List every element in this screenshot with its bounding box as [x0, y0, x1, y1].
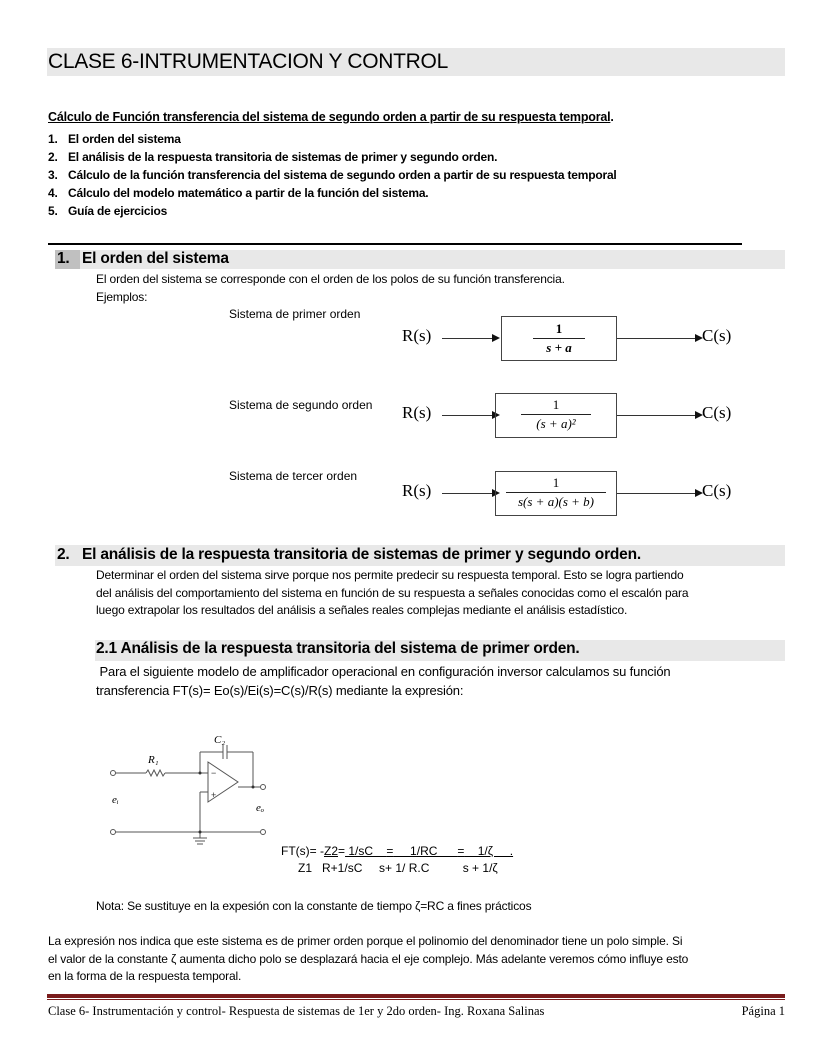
output-signal: C(s) — [702, 403, 732, 422]
toc-number: 1. — [48, 132, 58, 146]
formula-term: Z2 — [324, 844, 339, 858]
input-signal: R(s) — [402, 403, 432, 422]
transfer-function-block — [495, 393, 617, 438]
toc-number: 2. — [48, 150, 58, 164]
svg-text:+: + — [211, 790, 217, 800]
page-title: CLASE 6-INTRUMENTACION Y CONTROL — [48, 50, 448, 73]
paragraph-line: del análisis del comportamiento del sistema en función de su respuesta a señales conocidas como el escalón para — [96, 585, 689, 600]
inverting-opamp-circuit — [108, 734, 273, 845]
section1-text: El orden del sistema se corresponde con el orden de los polos de su función transferencia. — [96, 272, 565, 286]
output-signal: C(s) — [702, 326, 732, 345]
capacitor-label: C₂ — [214, 734, 226, 746]
output-arrow-line — [617, 493, 699, 494]
input-arrow-line — [442, 338, 495, 339]
paragraph-line: en la forma de la respuesta temporal. — [48, 969, 242, 983]
paragraph-line: Para el siguiente modelo de amplificador operacional en configuración inversor calculamos su función — [96, 664, 671, 679]
transfer-function-formula — [281, 843, 513, 860]
transfer-function-denominators: Z1 R+1/sC s+ 1/ R.C s + 1/ζ — [298, 861, 498, 875]
block-diagram-third-order — [402, 471, 742, 521]
output-voltage-label: eₒ — [256, 802, 265, 814]
section2-1-paragraph — [96, 662, 671, 700]
page-number: Página 1 — [741, 1004, 785, 1018]
formula-term: 1/RC — [393, 844, 458, 858]
fraction-bar — [521, 414, 591, 415]
table-of-contents — [48, 130, 617, 220]
paragraph-line: luego extrapolar los resultados del análisis a señales reales complejas mediante el análisis estadístico. — [96, 603, 628, 617]
formula-equals: = — [338, 844, 346, 858]
toc-item — [48, 148, 617, 166]
numerator: 1 — [552, 475, 560, 490]
fraction-bar — [506, 492, 606, 493]
output-arrow-line — [617, 415, 699, 416]
section1-title: El orden del sistema — [82, 250, 229, 267]
denominator: s(s + a)(s + b) — [517, 494, 595, 509]
paragraph-line: transferencia FT(s)= Eo(s)/Ei(s)=C(s)/R(s) mediante la expresión: — [96, 683, 464, 698]
formula-equals: = — [457, 844, 465, 858]
toc-item — [48, 166, 617, 184]
transfer-fraction — [502, 321, 616, 356]
output-signal: C(s) — [702, 481, 732, 500]
input-arrow-line — [442, 415, 495, 416]
toc-label: Cálculo del modelo matemático a partir de la función del sistema. — [68, 186, 429, 200]
footer-text: Clase 6- Instrumentación y control- Respuesta de sistemas de 1er y 2do orden- Ing. Roxana Salinas — [48, 1004, 545, 1018]
fraction-bar — [533, 338, 585, 339]
numerator: 1 — [555, 321, 563, 336]
diagram-label-first-order: Sistema de primer orden — [229, 307, 361, 321]
transfer-fraction — [496, 397, 616, 432]
denominator: s + a — [546, 340, 572, 355]
examples-label: Ejemplos: — [96, 290, 148, 304]
footer-rule-thin — [47, 999, 785, 1000]
toc-item — [48, 130, 617, 148]
intro-heading-text: Cálculo de Función transferencia del sistema de segundo orden a partir de su respuesta temporal — [48, 110, 611, 124]
input-voltage-label: eᵢ — [112, 794, 119, 806]
input-arrow-line — [442, 493, 495, 494]
section2-number: 2. — [57, 546, 70, 563]
toc-label: Guía de ejercicios — [68, 204, 168, 218]
diagram-label-third-order: Sistema de tercer orden — [229, 469, 358, 483]
section2-1-title: 2.1 Análisis de la respuesta transitoria del sistema de primer orden. — [96, 640, 580, 657]
svg-text:−: − — [211, 768, 217, 778]
numerator: 1 — [552, 397, 560, 412]
paragraph-line: La expresión nos indica que este sistema es de primer orden porque el polinomio del denominador tiene un polo simple. Si — [48, 934, 683, 948]
intro-heading — [48, 110, 614, 124]
formula-equals: = — [386, 844, 394, 858]
conclusion-paragraph — [48, 933, 688, 986]
note-text: Nota: Se sustituye en la expesión con la constante de tiempo ζ=RC a fines prácticos — [96, 899, 532, 913]
toc-label: El orden del sistema — [68, 132, 181, 146]
horizontal-divider — [48, 243, 742, 245]
toc-number: 3. — [48, 168, 58, 182]
opamp-schematic-icon — [108, 740, 273, 845]
formula-term: 1/sC — [345, 844, 387, 858]
block-diagram-second-order — [402, 393, 742, 443]
toc-number: 5. — [48, 204, 58, 218]
toc-item — [48, 202, 617, 220]
paragraph-line: Determinar el orden del sistema sirve porque nos permite predecir su respuesta temporal. Esto se logra partiendo — [96, 568, 684, 582]
input-signal: R(s) — [402, 326, 432, 345]
input-signal: R(s) — [402, 481, 432, 500]
toc-label: Cálculo de la función transferencia del sistema de segundo orden a partir de su respuesta temporal — [68, 168, 617, 182]
footer-rule — [47, 994, 785, 998]
section1-number: 1. — [57, 250, 70, 267]
denominator: (s + a)² — [536, 416, 576, 431]
transfer-function-block — [501, 316, 617, 361]
toc-number: 4. — [48, 186, 58, 200]
transfer-fraction — [496, 475, 616, 510]
section2-title: El análisis de la respuesta transitoria de sistemas de primer y segundo orden. — [82, 546, 641, 563]
formula-prefix: FT(s)= - — [281, 844, 324, 858]
arrow-head-icon — [492, 334, 500, 342]
formula-term: 1/ζ . — [464, 844, 514, 858]
intro-heading-period: . — [610, 110, 614, 124]
toc-item — [48, 184, 617, 202]
paragraph-line: el valor de la constante ζ aumenta dicho polo se desplazará hacia el eje complejo. Más adelante veremos cómo influye esto — [48, 951, 689, 966]
output-arrow-line — [617, 338, 699, 339]
diagram-label-second-order: Sistema de segundo orden — [229, 398, 373, 412]
toc-label: El análisis de la respuesta transitoria de sistemas de primer y segundo orden. — [68, 150, 498, 164]
block-diagram-first-order — [402, 316, 742, 366]
resistor-label: R₁ — [148, 754, 159, 766]
section2-paragraph — [96, 567, 688, 620]
transfer-function-block — [495, 471, 617, 516]
